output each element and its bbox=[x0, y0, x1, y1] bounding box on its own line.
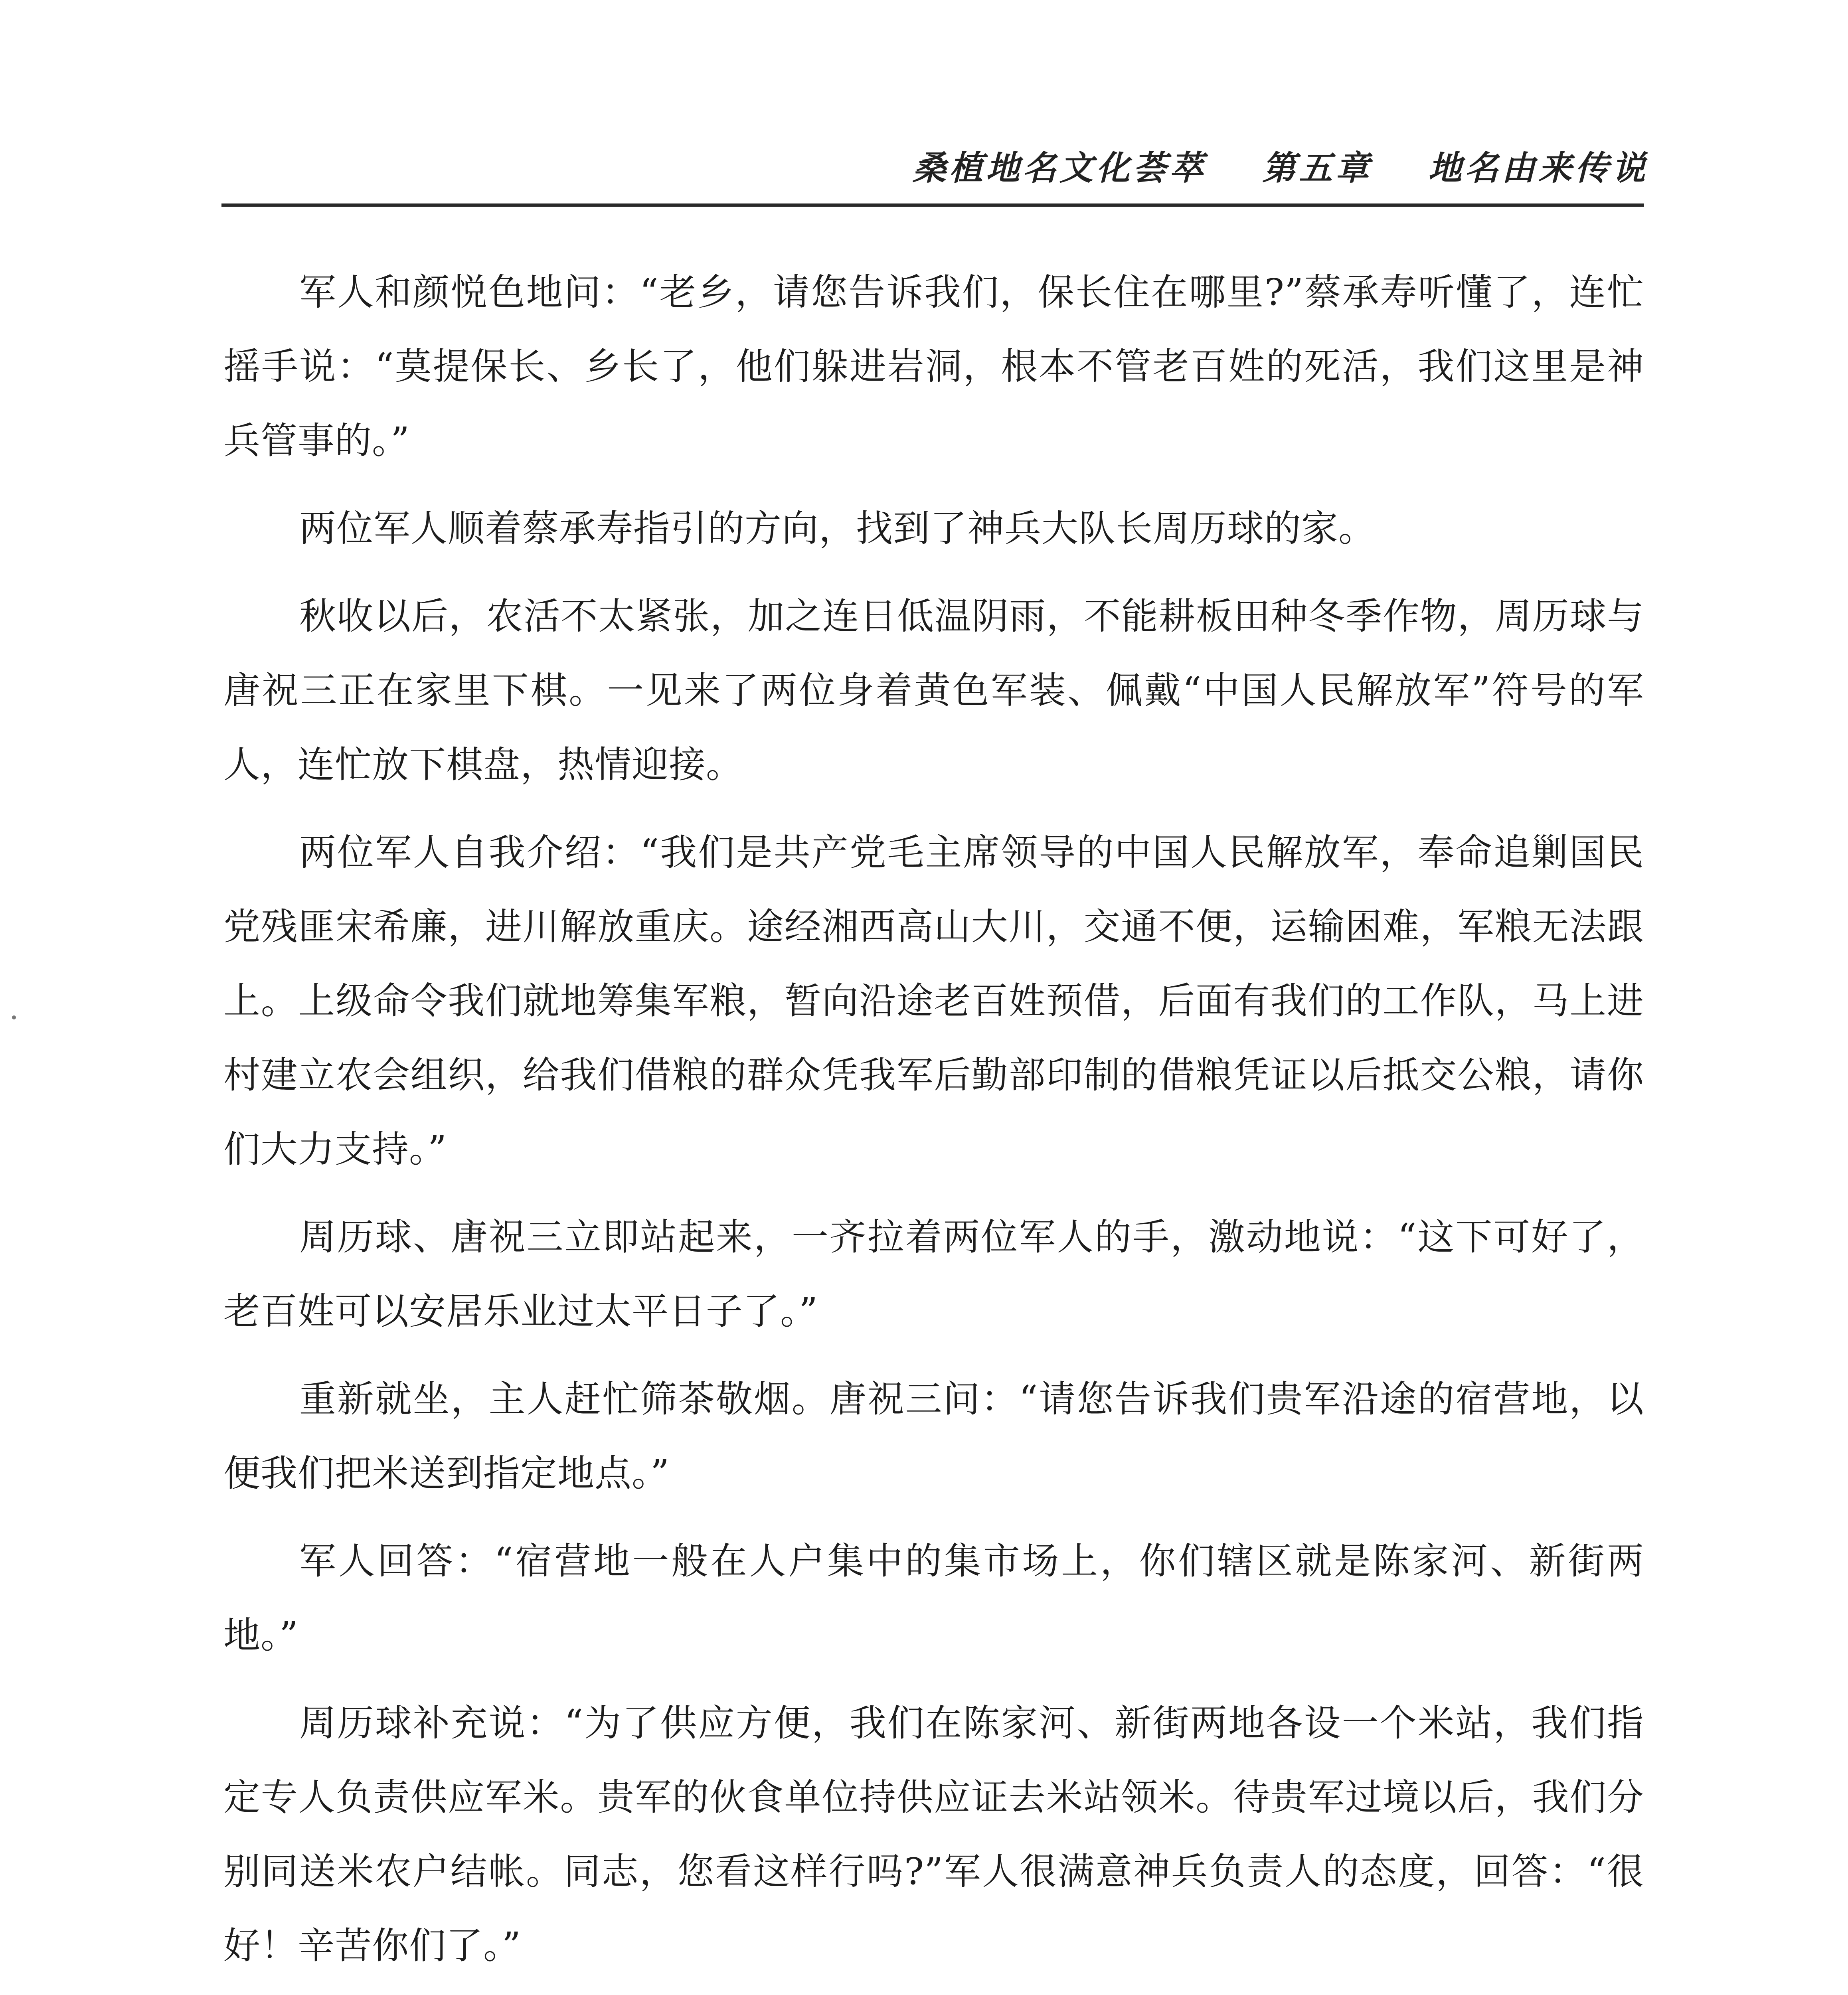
running-header bbox=[913, 142, 1648, 190]
paragraph: 两位军人自我介绍：“我们是共产党毛主席领导的中国人民解放军，奉命追剿国民党残匪宋希廉，进川解放重庆。途经湘西高山大川，交通不便，运输困难，军粮无法跟上。上级命令我们就地筹集军粮，暂向沿途老百姓预借，后面有我们的工作队，马上进村建立农会组织，给我们借粮的群众凭我军后勤部印制的借粮凭证以后抵交公粮，请你们大力支持。” bbox=[223, 831, 1644, 1171]
paragraph: 周历球、唐祝三立即站起来，一齐拉着两位军人的手，激动地说：“这下可好了，老百姓可以安居乐业过太平日子了。” bbox=[223, 1216, 1644, 1333]
paragraph: 重新就坐，主人赶忙筛茶敬烟。唐祝三问：“请您告诉我们贵军沿途的宿营地，以便我们把米送到指定地点。” bbox=[223, 1378, 1644, 1495]
paragraph: 军人回答：“宿营地一般在人户集中的集市场上，你们辖区就是陈家河、新街两地。” bbox=[223, 1540, 1644, 1657]
header-chapter: 第五章 bbox=[1262, 148, 1372, 188]
paragraph: 秋收以后，农活不太紧张，加之连日低温阴雨，不能耕板田种冬季作物，周历球与唐祝三正在家里下棋。一见来了两位身着黄色军装、佩戴“中国人民解放军”符号的军人，连忙放下棋盘，热情迎接。 bbox=[223, 595, 1644, 786]
body-text bbox=[223, 255, 1644, 1995]
header-rule bbox=[221, 203, 1644, 207]
header-chapter-title: 地名由来传说 bbox=[1428, 148, 1648, 188]
paragraph: 周历球补充说：“为了供应方便，我们在陈家河、新街两地各设一个米站，我们指定专人负责供应军米。贵军的伙食单位持供应证去米站领米。待贵军过境以后，我们分别同送米农户结帐。同志，您看这样行吗?”军人很满意神兵负责人的态度，回答：“很好！辛苦你们了。” bbox=[223, 1702, 1644, 1967]
header-book-title: 桑植地名文化荟萃 bbox=[912, 148, 1206, 188]
paragraph: 军人和颜悦色地问：“老乡，请您告诉我们，保长住在哪里?”蔡承寿听懂了，连忙摇手说：“莫提保长、乡长了，他们躲进岩洞，根本不管老百姓的死活，我们这里是神兵管事的。” bbox=[223, 271, 1644, 462]
paragraph: 两位军人顺着蔡承寿指引的方向，找到了神兵大队长周历球的家。 bbox=[299, 507, 1376, 550]
margin-speck bbox=[12, 1015, 16, 1019]
